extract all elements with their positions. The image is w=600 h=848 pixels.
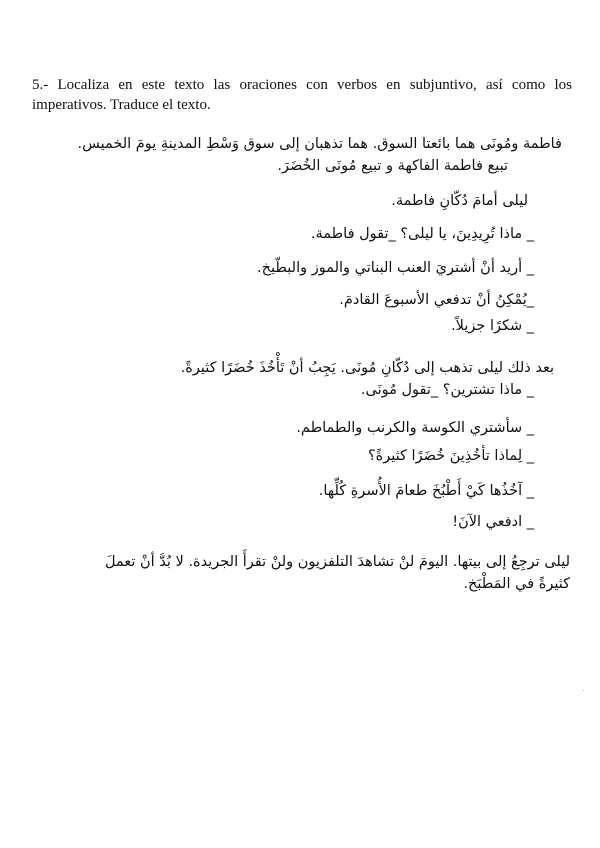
arabic-line-4: _ ماذا تُرِيدِينَ، يا ليلى؟ _تقول فاطمة.: [310, 226, 534, 242]
arabic-line-9: _ ماذا تشترين؟ _تقول مُونَى.: [360, 382, 534, 398]
arabic-line-13: _ ادفعي الآنَ!: [452, 514, 534, 530]
arabic-line-3: ليلى أمامَ دُكّانِ فاطمة.: [391, 193, 528, 209]
scan-speck: [583, 690, 584, 691]
arabic-line-12: _ آخُذُها كَيْ أَطْبُخَ طعامَ الأُسرةِ كُلِّها.: [318, 483, 534, 499]
exercise-instruction: 5.- Localiza en este texto las oraciones con verbos en subjuntivo, así como los imperativos. Traduce el texto.: [32, 77, 572, 113]
arabic-line-2: تبيع فاطمة الفاكهة و تبيع مُونَى الخُضَرَ.: [277, 158, 508, 174]
arabic-line-5: _ أريد أنْ أشتريَ العنب البناتي والموز والبطّيخ.: [257, 260, 534, 276]
arabic-line-1: فاطمة ومُونَى هما بائعتا السوق. هما تذهبان إلى سوق وَسْطِ المدينةِ يومَ الخميس.: [77, 136, 562, 152]
arabic-line-7: _ شكرًا جزيلاً.: [451, 318, 534, 334]
arabic-line-14: ليلى ترجِعُ إلى بيتها. اليومَ لنْ تشاهدَ التلفزيون ولنْ تقرأَ الجريدة. لا بُدَّ أنْ تعملَ: [105, 554, 570, 570]
arabic-line-10: _ سأشتري الكوسة والكرنب والطماطم.: [296, 420, 534, 436]
arabic-line-8: بعد ذلك ليلى تذهب إلى دُكّانِ مُونَى. يَجِبُ أنْ تَأْخُذَ خُضَرًا كثيرةً.: [180, 360, 554, 376]
arabic-line-11: _ لِماذا تأخُذِينَ خُضَرًا كثيرةً؟: [367, 448, 534, 464]
arabic-line-15: كثيرةً في المَطْبَخ.: [463, 576, 570, 592]
arabic-line-6: _يُمْكِنُ أنْ تدفعي الأسبوعَ القادمَ.: [339, 292, 534, 308]
